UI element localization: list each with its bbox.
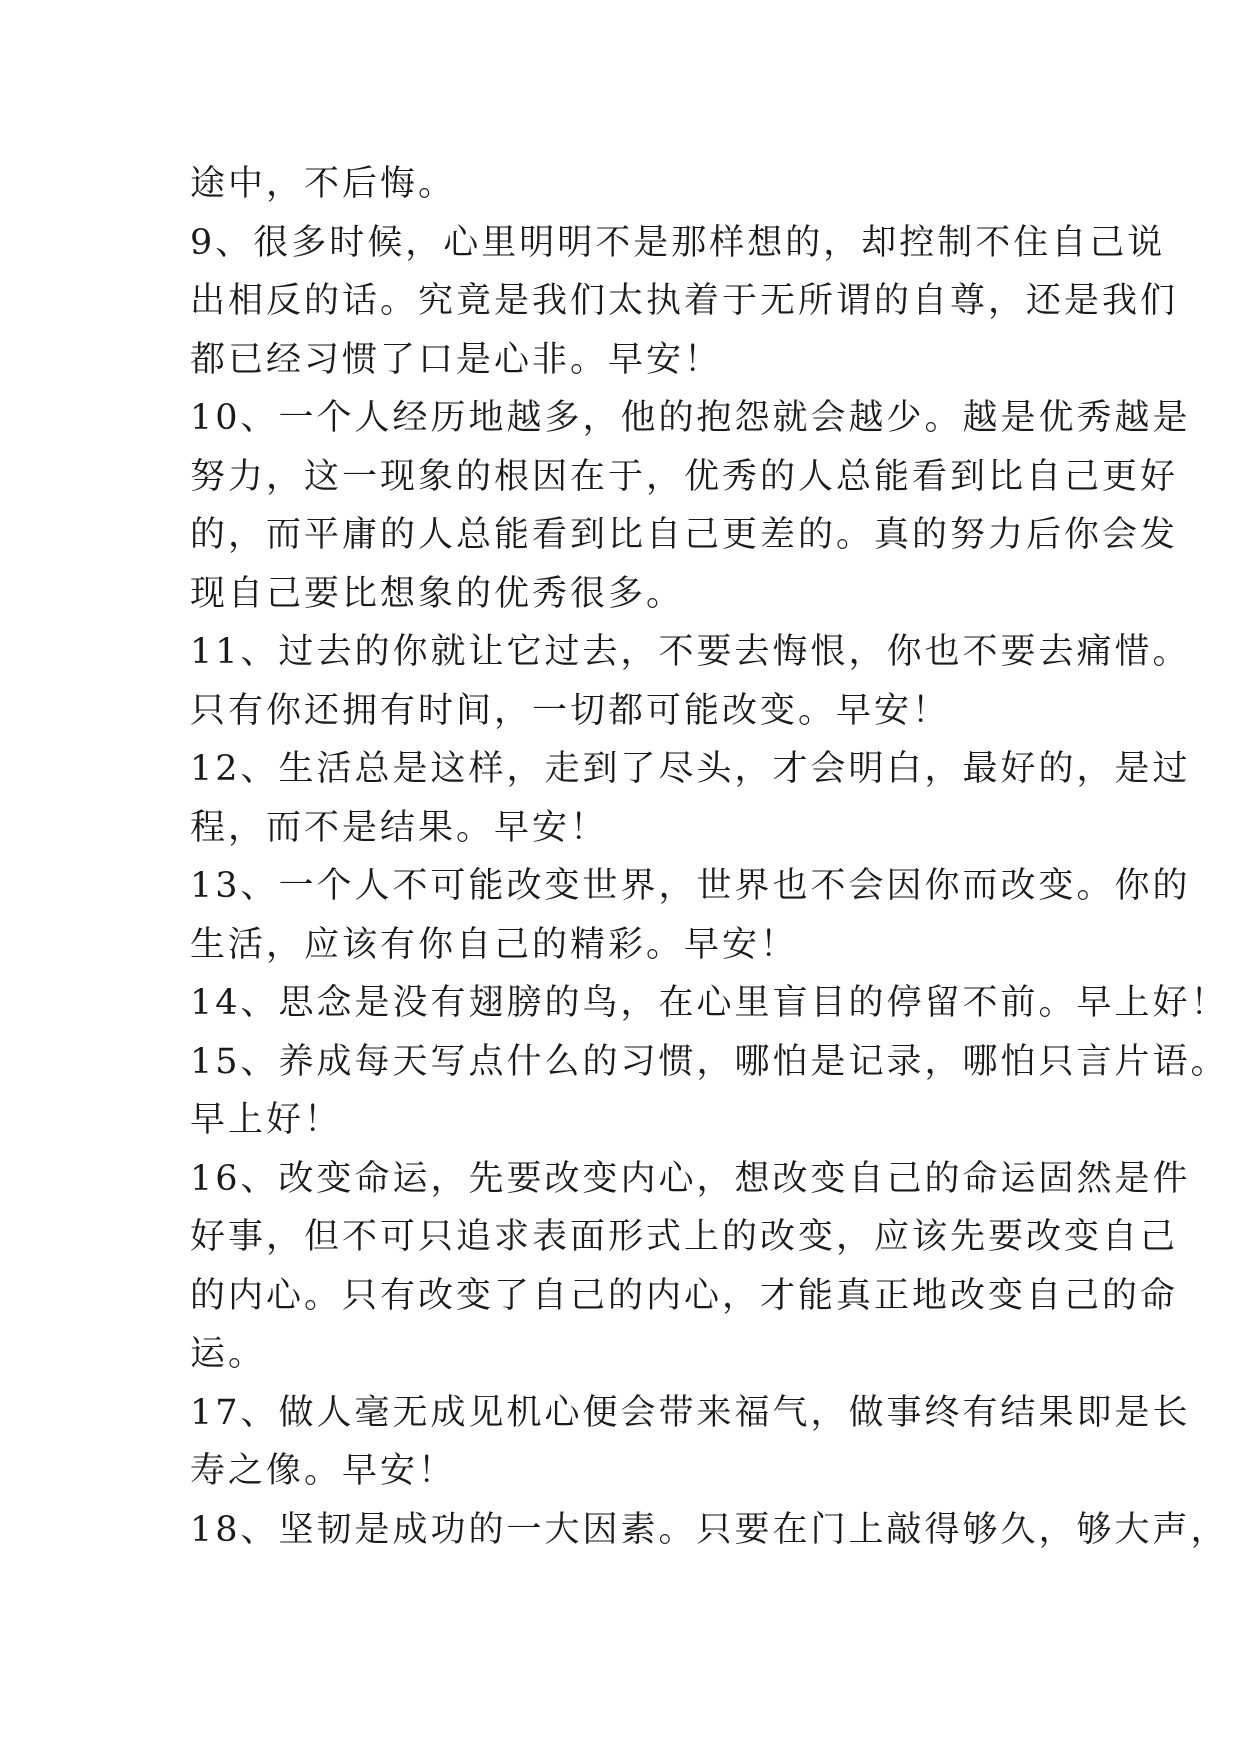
text-line: 寿之像。早安！ <box>190 1451 457 1491</box>
text-line: 出相反的话。究竟是我们太执着于无所谓的自尊，还是我们 <box>190 281 1179 321</box>
text-line: 14、思念是没有翅膀的鸟，在心里盲目的停留不前。早上好！ <box>190 983 1229 1023</box>
text-line: 18、坚韧是成功的一大因素。只要在门上敲得够久，够大声， <box>190 1509 1229 1550</box>
text-line: 10、一个人经历地越多，他的抱怨就会越少。越是优秀越是 <box>190 398 1191 438</box>
text-line: 早上好！ <box>190 1100 343 1140</box>
body-text <box>190 155 1229 1559</box>
text-line: 运。 <box>190 1334 267 1374</box>
text-line: 17、做人毫无成见机心便会带来福气，做事终有结果即是长 <box>190 1392 1191 1433</box>
text-line: 16、改变命运，先要改变内心，想改变自己的命运固然是件 <box>190 1158 1191 1199</box>
text-line: 11、过去的你就让它过去，不要去悔恨，你也不要去痛惜。 <box>190 632 1191 672</box>
text-line: 现自己要比想象的优秀很多。 <box>190 573 685 614</box>
text-line: 努力，这一现象的根因在于，优秀的人总能看到比自己更好 <box>190 456 1179 497</box>
text-line: 程，而不是结果。早安！ <box>190 807 609 848</box>
text-line: 途中，不后悔。 <box>190 164 457 204</box>
text-line: 12、生活总是这样，走到了尽头，才会明白，最好的，是过 <box>190 749 1191 789</box>
text-line: 好事，但不可只追求表面形式上的改变，应该先要改变自己 <box>190 1217 1179 1257</box>
text-line: 只有你还拥有时间，一切都可能改变。早安！ <box>190 690 951 731</box>
text-line: 生活，应该有你自己的精彩。早安！ <box>190 924 799 965</box>
text-line: 15、养成每天写点什么的习惯，哪怕是记录，哪怕只言片语。 <box>190 1041 1229 1082</box>
text-line: 都已经习惯了口是心非。早安！ <box>190 339 723 380</box>
text-line: 9、很多时候，心里明明不是那样想的，却控制不住自己说 <box>190 222 1166 263</box>
text-line: 的内心。只有改变了自己的内心，才能真正地改变自己的命 <box>190 1275 1179 1316</box>
text-line: 的，而平庸的人总能看到比自己更差的。真的努力后你会发 <box>190 515 1179 555</box>
text-line: 13、一个人不可能改变世界，世界也不会因你而改变。你的 <box>190 866 1191 906</box>
